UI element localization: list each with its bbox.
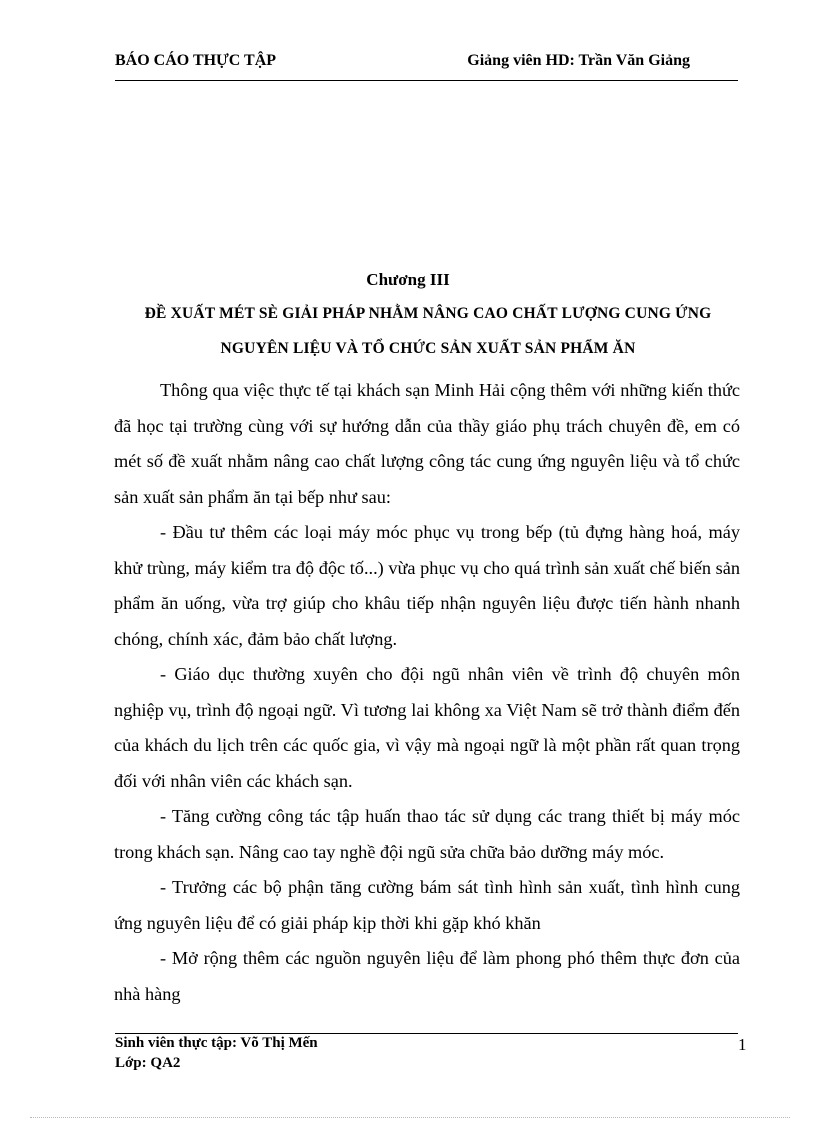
page-bottom-edge xyxy=(30,1117,790,1118)
bullet-paragraph: - Đầu tư thêm các loại máy móc phục vụ trong bếp (tủ đựng hàng hoá, máy khử trùng, máy kiểm tra độ độc tố...) vừa phục vụ cho quá trình sản xuất chế biến sản phẩm ăn uống, vừa trợ giúp cho khâu tiếp nhận nguyên liệu được tiến hành nhanh chóng, chính xác, đảm bảo chất lượng. xyxy=(114,522,740,649)
intro-paragraph: Thông qua việc thực tế tại khách sạn Minh Hải cộng thêm với những kiến thức đã học tại trường cùng với sự hướng dẫn của thầy giáo phụ trách chuyên đề, em có mét số đề xuất nhằm nâng cao chất lượng công tác cung ứng nguyên liệu và tổ chức sản xuất sản phẩm ăn tại bếp như sau: xyxy=(114,380,740,507)
bullet-paragraph: - Giáo dục thường xuyên cho đội ngũ nhân viên về trình độ chuyên môn nghiệp vụ, trình độ ngoại ngữ. Vì tương lai không xa Việt Nam sẽ trở thành điểm đến của khách du lịch trên các quốc gia, vì vậy mà ngoại ngữ là một phần rất quan trọng đối với nhân viên các khách sạn. xyxy=(114,664,740,791)
report-title: BÁO CÁO THỰC TẬP xyxy=(115,52,277,69)
chapter-subtitle-line-1: ĐỀ XUẤT MÉT SÈ GIẢI PHÁP NHẰM NÂNG CAO CHẤT LƯỢNG CUNG ỨNG xyxy=(144,305,712,322)
chapter-title: Chương III xyxy=(366,270,450,289)
footer-student: Sinh viên thực tập: Võ Thị Mến xyxy=(115,1035,318,1051)
supervisor-name: Giảng viên HD: Trần Văn Giảng xyxy=(467,52,690,69)
bullet-paragraph: - Trưởng các bộ phận tăng cường bám sát tình hình sản xuất, tình hình cung ứng nguyên liệu để có giải pháp kịp thời khi gặp khó khăn xyxy=(114,877,740,933)
chapter-subtitle-line-2: NGUYÊN LIỆU VÀ TỔ CHỨC SẢN XUẤT SẢN PHẨM ĂN xyxy=(220,340,636,357)
body-text xyxy=(114,373,740,1012)
page-number: 1 xyxy=(738,1035,747,1054)
footer-divider xyxy=(115,1033,738,1034)
bullet-paragraph: - Tăng cường công tác tập huấn thao tác sử dụng các trang thiết bị máy móc trong khách sạn. Nâng cao tay nghề đội ngũ sửa chữa bảo dưỡng máy móc. xyxy=(114,806,740,862)
footer-class: Lớp: QA2 xyxy=(115,1055,181,1071)
page-header xyxy=(115,50,738,81)
bullet-paragraph: - Mở rộng thêm các nguồn nguyên liệu để làm phong phó thêm thực đơn của nhà hàng xyxy=(114,948,740,1004)
